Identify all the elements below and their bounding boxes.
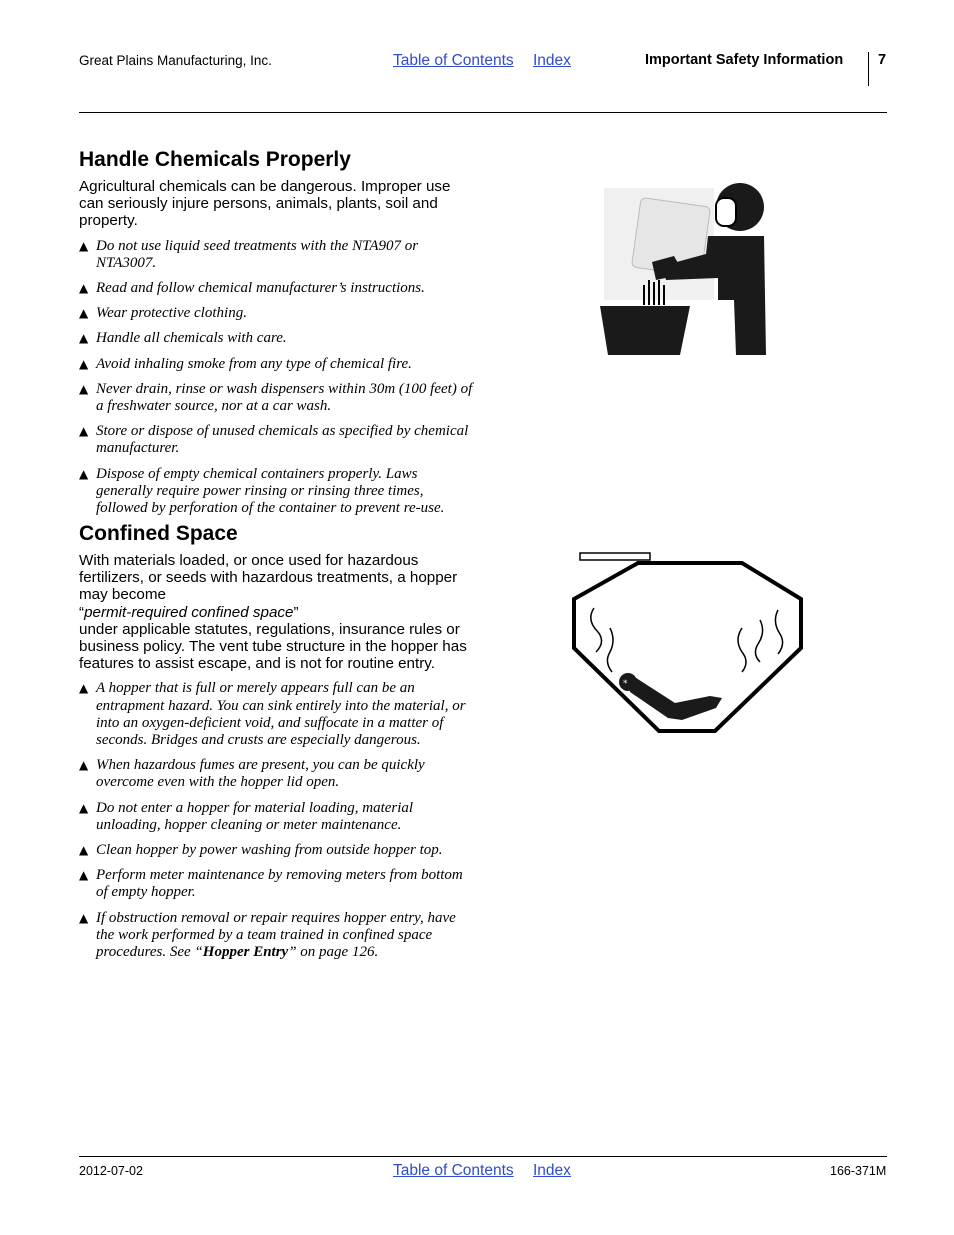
page-number: 7 xyxy=(878,52,887,68)
list-item: ▲ If obstruction removal or repair requires hopper entry, have the work performed by a team trained in confined space procedures. See “Hopper Entry” on page 126. xyxy=(79,909,456,961)
warning-triangle-icon: ▲ xyxy=(79,868,89,883)
warning-triangle-icon: ▲ xyxy=(79,331,89,346)
warning-triangle-icon: ▲ xyxy=(79,466,89,481)
warning-triangle-icon: ▲ xyxy=(79,758,89,773)
footer-index-link[interactable]: Index xyxy=(533,1162,571,1179)
header-divider xyxy=(868,52,869,86)
warning-triangle-icon: ▲ xyxy=(79,306,89,321)
header-toc-link[interactable]: Table of Contents xyxy=(393,52,514,69)
list-item: ▲ Avoid inhaling smoke from any type of chemical fire. xyxy=(79,355,412,372)
confined-intro-quote-line: “permit-required confined space” xyxy=(79,603,299,621)
warning-triangle-icon: ▲ xyxy=(79,356,89,371)
warning-triangle-icon: ▲ xyxy=(79,381,89,396)
list-item: ▲ Store or dispose of unused chemicals as specified by chemical manufacturer. xyxy=(79,423,469,457)
chemical-handling-illustration xyxy=(596,180,771,360)
company-name: Great Plains Manufacturing, Inc. xyxy=(79,53,272,68)
footer-toc-link[interactable]: Table of Contents xyxy=(393,1162,514,1179)
footer-doc-number: 166-371M xyxy=(830,1164,887,1178)
list-item: ▲ Perform meter maintenance by removing meters from bottom of empty hopper. xyxy=(79,867,463,901)
header-index-link[interactable]: Index xyxy=(533,52,571,69)
warning-triangle-icon: ▲ xyxy=(79,843,89,858)
list-item: ▲ When hazardous fumes are present, you can be quickly overcome even with the hopper lid open. xyxy=(79,757,425,791)
warning-triangle-icon: ▲ xyxy=(79,238,89,253)
confined-intro-b: under applicable statutes, regulations, insurance rules or business policy. The vent tube structure in the hopper has features to assist escape, and is not for routine entry. xyxy=(79,620,467,673)
list-item: ▲ Clean hopper by power washing from outside hopper top. xyxy=(79,842,443,859)
chemicals-intro: Agricultural chemicals can be dangerous. Improper use can seriously injure persons, animals, plants, soil and property. xyxy=(79,178,451,230)
chemicals-bullet-list xyxy=(79,238,474,518)
footer-date: 2012-07-02 xyxy=(79,1164,143,1178)
chemicals-heading: Handle Chemicals Properly xyxy=(79,148,351,171)
confined-heading: Confined Space xyxy=(79,522,238,545)
list-item: ▲ A hopper that is full or merely appears full can be an entrapment hazard. You can sink entirely into the material, or into an oxygen-deficient void, and suffocate in a matter of seconds. Bridges and crusts are especially dangerous. xyxy=(79,680,466,749)
warning-triangle-icon: ▲ xyxy=(79,681,89,696)
respirator-mask xyxy=(716,198,736,226)
list-item: ▲ Read and follow chemical manufacturer’s instructions. xyxy=(79,280,425,297)
hopper-entry-reference: Hopper Entry xyxy=(202,944,289,961)
confined-section xyxy=(79,522,474,961)
list-item: ▲ Never drain, rinse or wash dispensers within 30m (100 feet) of a freshwater source, nor at a car wash. xyxy=(79,380,473,415)
confined-intro-a: With materials loaded, or once used for hazardous fertilizers, or seeds with hazardous treatments, a hopper may become xyxy=(79,552,458,604)
list-item: ▲ Dispose of empty chemical containers properly. Laws generally require power rinsing or rinsing three times, followed by perforation of the container to prevent re-use. xyxy=(79,465,445,517)
mixing-tub xyxy=(600,306,690,355)
section-title: Important Safety Information xyxy=(645,52,844,68)
list-item: ▲ Do not use liquid seed treatments with the NTA907 or NTA3007. xyxy=(79,237,419,271)
header-rule xyxy=(79,112,887,113)
fumes-lines xyxy=(591,608,783,672)
confined-intro-quote: permit-required confined space xyxy=(84,603,294,621)
warning-triangle-icon: ▲ xyxy=(79,424,89,439)
chemicals-section xyxy=(79,148,474,517)
warning-triangle-icon: ▲ xyxy=(79,281,89,296)
warning-triangle-icon: ▲ xyxy=(79,800,89,815)
footer-rule xyxy=(79,1156,887,1157)
list-item: ▲ Wear protective clothing. xyxy=(79,305,247,322)
hopper-entrapment-illustration xyxy=(570,548,806,738)
confined-bullet-list xyxy=(79,680,474,961)
warning-triangle-icon: ▲ xyxy=(79,910,89,925)
list-item: ▲ Handle all chemicals with care. xyxy=(79,330,287,347)
distress-star-icon: * xyxy=(623,679,628,689)
list-item: ▲ Do not enter a hopper for material loading, material unloading, hopper cleaning or meter maintenance. xyxy=(79,799,414,833)
hopper-lid xyxy=(580,553,650,560)
